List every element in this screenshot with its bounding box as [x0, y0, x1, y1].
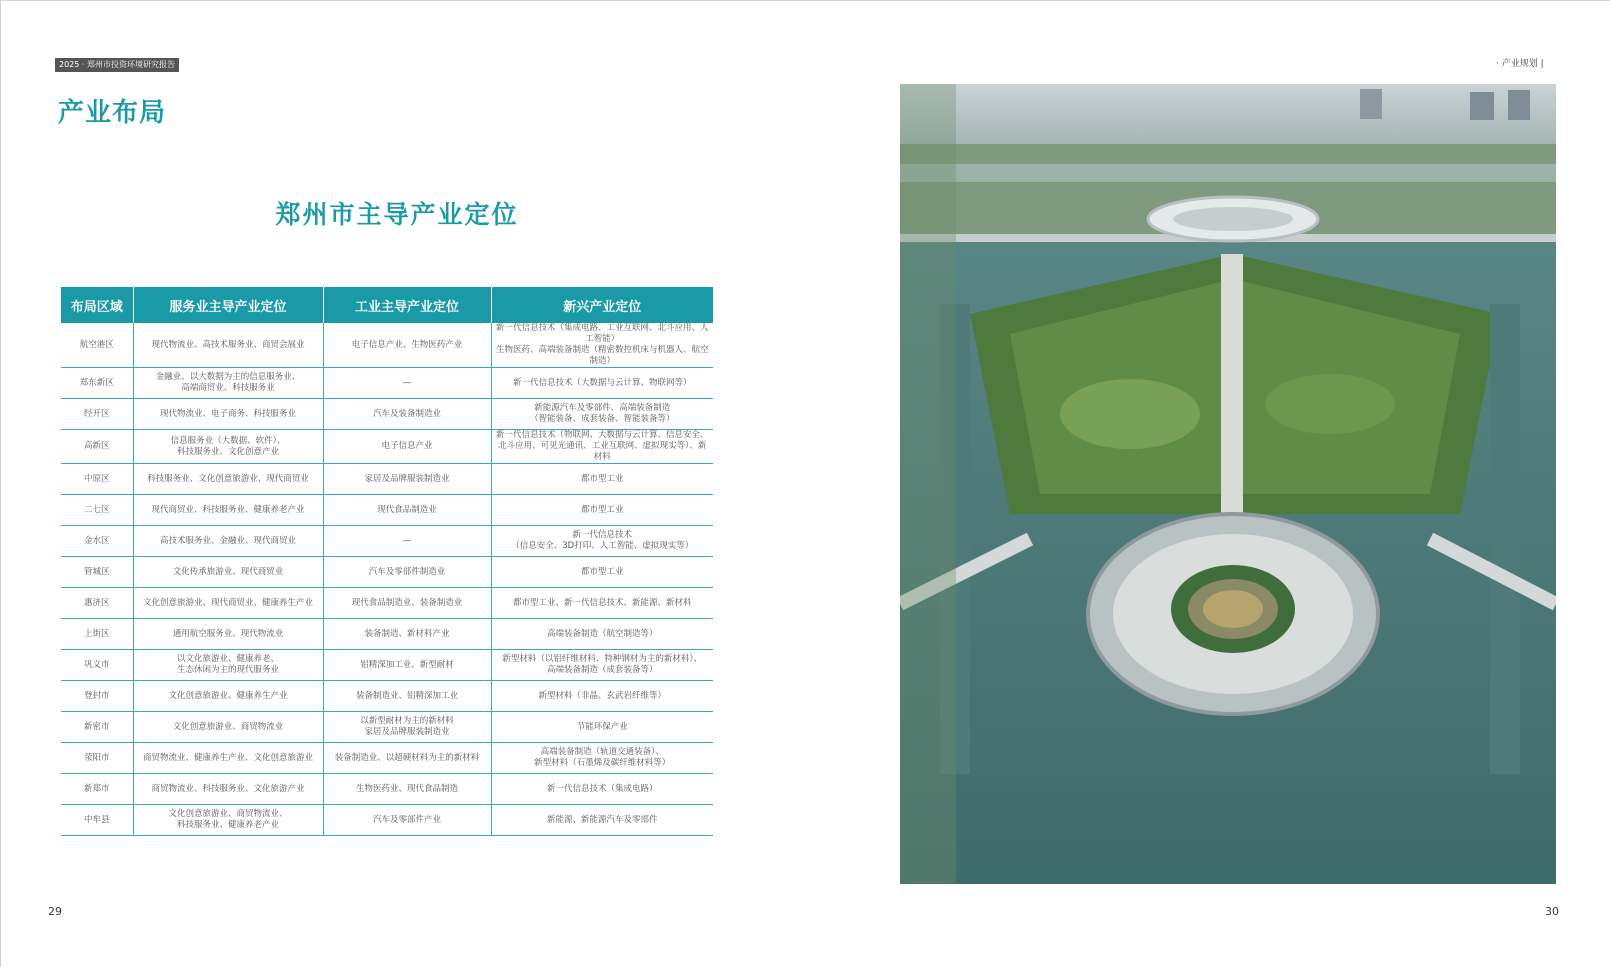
table-row [61, 743, 713, 774]
table-cell-region: 经开区 [61, 399, 133, 430]
table-cell-emerging: 新型材料（以铝纤维材料、特种钢材为主的新材料）、 高端装备制造（成套装备等） [491, 650, 713, 681]
table-cell-industry: 家居及品牌服装制造业 [323, 464, 491, 495]
table-row [61, 399, 713, 430]
table-cell-emerging: 都市型工业、新一代信息技术、新能源、新材料 [491, 588, 713, 619]
table-row [61, 619, 713, 650]
table-cell-industry: 电子信息产业 [323, 430, 491, 464]
table-cell-industry: — [323, 526, 491, 557]
table-row [61, 323, 713, 368]
table-row [61, 557, 713, 588]
page-header-section: · 产业规划 | [1496, 59, 1544, 69]
table-cell-industry: 现代食品制造业、装备制造业 [323, 588, 491, 619]
table-cell-emerging: 新一代信息技术（物联网、大数据与云计算、信息安全、 北斗应用、可见光通讯、工业互联网、虚拟现实等）、新材料 [491, 430, 713, 464]
column-header-industry: 工业主导产业定位 [323, 287, 491, 323]
table-row [61, 650, 713, 681]
table-row [61, 368, 713, 399]
table-cell-region: 航空港区 [61, 323, 133, 368]
table-cell-industry: 生物医药业、现代食品制造 [323, 774, 491, 805]
table-cell-region: 上街区 [61, 619, 133, 650]
table-cell-service: 文化传承旅游业、现代商贸业 [133, 557, 323, 588]
table-cell-industry: 汽车及零部件制造业 [323, 557, 491, 588]
table-cell-emerging: 新一代信息技术 （信息安全、3D打印、人工智能、虚拟现实等） [491, 526, 713, 557]
table-row [61, 681, 713, 712]
aerial-park-image [900, 84, 1556, 884]
table-cell-emerging: 都市型工业 [491, 495, 713, 526]
column-header-region: 布局区域 [61, 287, 133, 323]
page-number-right: 30 [1545, 905, 1559, 918]
table-cell-region: 荥阳市 [61, 743, 133, 774]
page-number-left: 29 [48, 905, 62, 918]
table-cell-emerging: 新一代信息技术（集成电路、工业互联网、北斗应用、人工智能） 生物医药、高端装备制造（精密数控机床与机器人、航空制造） [491, 323, 713, 368]
table-cell-service: 文化创意旅游业、健康养生产业 [133, 681, 323, 712]
table-cell-industry: 汽车及装备制造业 [323, 399, 491, 430]
table-cell-emerging: 都市型工业 [491, 464, 713, 495]
aerial-park-illustration [900, 84, 1556, 884]
table-cell-industry: 现代食品制造业 [323, 495, 491, 526]
table-cell-industry: 电子信息产业、生物医药产业 [323, 323, 491, 368]
table-cell-industry: — [323, 368, 491, 399]
table-cell-service: 文化创意旅游业、商贸物流业、 科技服务业、健康养老产业 [133, 805, 323, 836]
table-cell-region: 中牟县 [61, 805, 133, 836]
table-cell-emerging: 节能环保产业 [491, 712, 713, 743]
table-row [61, 495, 713, 526]
table-row [61, 774, 713, 805]
table-row [61, 712, 713, 743]
table-cell-service: 金融业、以大数据为主的信息服务业、 高端商贸业、科技服务业 [133, 368, 323, 399]
industry-table [61, 287, 713, 836]
table-body [61, 323, 713, 836]
section-title: 产业布局 [58, 98, 167, 128]
table-cell-service: 以文化旅游业、健康养老、 生态休闲为主的现代服务业 [133, 650, 323, 681]
table-cell-service: 商贸物流业、科技服务业、文化旅游产业 [133, 774, 323, 805]
table-cell-service: 信息服务业（大数据、软件）、 科技服务业、文化创意产业 [133, 430, 323, 464]
table-cell-emerging: 新一代信息技术（大数据与云计算、物联网等） [491, 368, 713, 399]
table-cell-region: 管城区 [61, 557, 133, 588]
table-cell-region: 新密市 [61, 712, 133, 743]
table-row [61, 464, 713, 495]
table-cell-emerging: 高端装备制造（航空制造等） [491, 619, 713, 650]
table-cell-emerging: 高端装备制造（轨道交通装备）、 新型材料（石墨烯及碳纤维材料等） [491, 743, 713, 774]
table-cell-service: 现代物流业、电子商务、科技服务业 [133, 399, 323, 430]
page-left-border [0, 0, 1, 967]
table-row [61, 430, 713, 464]
table-cell-region: 惠济区 [61, 588, 133, 619]
table-cell-industry: 铝精深加工业、新型耐材 [323, 650, 491, 681]
table-cell-region: 登封市 [61, 681, 133, 712]
table-row [61, 526, 713, 557]
table-cell-industry: 装备制造业、以超硬材料为主的新材料 [323, 743, 491, 774]
report-tag: 2025 · 郑州市投资环境研究报告 [55, 58, 179, 72]
table-cell-emerging: 新能源、新能源汽车及零部件 [491, 805, 713, 836]
page-top-border [0, 0, 1610, 1]
table-cell-industry: 装备制造、新材料产业 [323, 619, 491, 650]
table-cell-emerging: 都市型工业 [491, 557, 713, 588]
table-cell-region: 金水区 [61, 526, 133, 557]
table-cell-region: 郑东新区 [61, 368, 133, 399]
table-cell-service: 文化创意旅游业、现代商贸业、健康养生产业 [133, 588, 323, 619]
table-cell-emerging: 新型材料（非晶、玄武岩纤维等） [491, 681, 713, 712]
table-cell-industry: 以新型耐材为主的新材料 家居及品牌服装制造业 [323, 712, 491, 743]
table-cell-service: 现代物流业、高技术服务业、商贸会展业 [133, 323, 323, 368]
column-header-emerging: 新兴产业定位 [491, 287, 713, 323]
table-row [61, 805, 713, 836]
table-cell-region: 巩义市 [61, 650, 133, 681]
table-cell-emerging: 新一代信息技术（集成电路） [491, 774, 713, 805]
column-header-service: 服务业主导产业定位 [133, 287, 323, 323]
table-cell-region: 高新区 [61, 430, 133, 464]
table-cell-industry: 汽车及零部件产业 [323, 805, 491, 836]
table-cell-region: 新郑市 [61, 774, 133, 805]
table-cell-region: 二七区 [61, 495, 133, 526]
table-header [61, 287, 713, 323]
table-row [61, 588, 713, 619]
table-cell-service: 现代商贸业、科技服务业、健康养老产业 [133, 495, 323, 526]
table-cell-service: 科技服务业、文化创意旅游业、现代商贸业 [133, 464, 323, 495]
table-cell-service: 文化创意旅游业、商贸物流业 [133, 712, 323, 743]
table-cell-emerging: 新能源汽车及零部件、高端装备制造 （智能装备、成套装备、智能装备等） [491, 399, 713, 430]
table-cell-region: 中原区 [61, 464, 133, 495]
table-cell-industry: 装备制造业、铝精深加工业 [323, 681, 491, 712]
table-cell-service: 高技术服务业、金融业、现代商贸业 [133, 526, 323, 557]
table-cell-service: 通用航空服务业、现代物流业 [133, 619, 323, 650]
table-title: 郑州市主导产业定位 [275, 200, 519, 229]
table-cell-service: 商贸物流业、健康养生产业、文化创意旅游业 [133, 743, 323, 774]
